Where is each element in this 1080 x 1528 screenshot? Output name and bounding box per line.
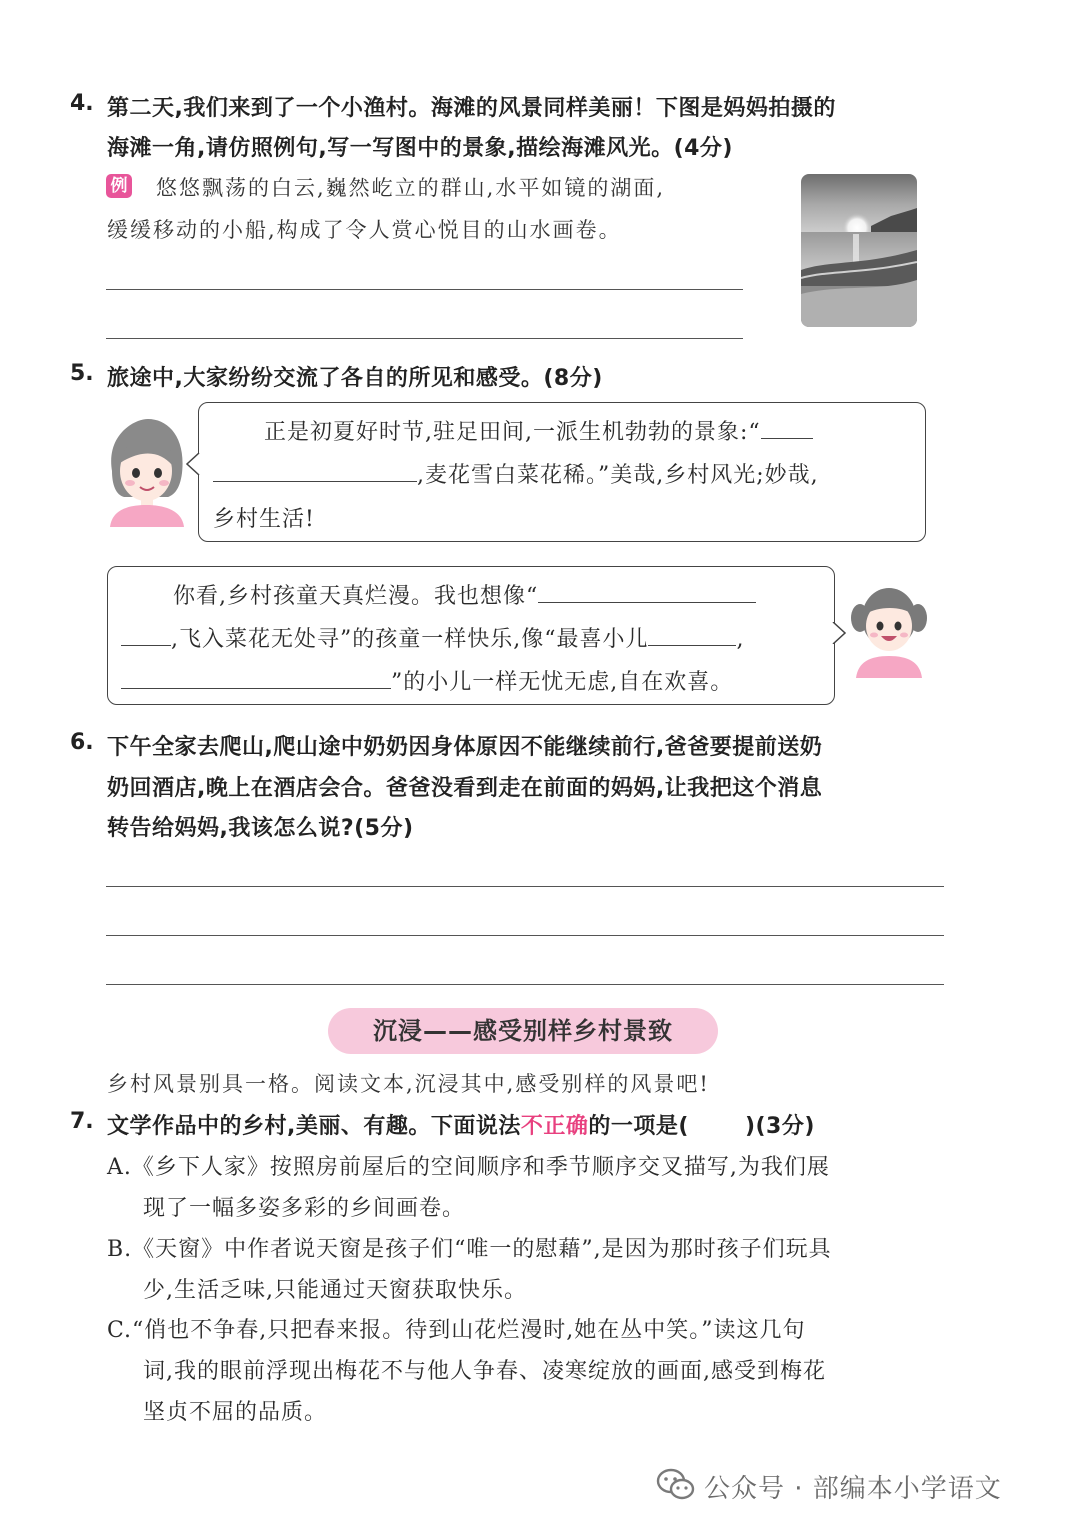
example-line2: 缓缓移动的小船,构成了令人赏心悦目的山水画卷。 bbox=[107, 218, 622, 242]
bubble2-text1: 你看,乡村孩童天真烂漫。我也想像“ bbox=[173, 584, 539, 609]
q7-option-a-line1: A.《乡下人家》按照房前屋后的空间顺序和季节顺序交叉描写,为我们展 bbox=[107, 1155, 830, 1180]
answer-line[interactable] bbox=[106, 338, 743, 339]
q6-prompt-line3: 转告给妈妈,我该怎么说?(5分) bbox=[107, 816, 414, 841]
q7-stem bbox=[107, 1109, 815, 1140]
bubble2-line1 bbox=[173, 579, 756, 610]
q7-stem-part1: 文学作品中的乡村,美丽、有趣。下面说法 bbox=[107, 1114, 521, 1139]
bubble-pointer bbox=[186, 453, 200, 475]
fill-blank[interactable] bbox=[121, 670, 391, 689]
example-line1: 悠悠飘荡的白云,巍然屹立的群山,水平如镜的湖面, bbox=[156, 176, 666, 200]
example-tag: 例 bbox=[106, 174, 132, 198]
q4-number: 4. bbox=[70, 91, 94, 116]
q7-emphasis: 不正确 bbox=[520, 1114, 589, 1139]
answer-line[interactable] bbox=[106, 289, 743, 290]
q5-prompt: 旅途中,大家纷纷交流了各自的所见和感受。(8分) bbox=[107, 366, 603, 391]
mother-avatar bbox=[104, 415, 188, 527]
bubble1-line3: 乡村生活! bbox=[213, 507, 315, 532]
bubble2-text3: ”的小儿一样无忧无虑,自在欢喜。 bbox=[391, 670, 734, 695]
bubble-pointer bbox=[832, 622, 846, 644]
wechat-icon bbox=[656, 1467, 696, 1503]
q7-option-c-line1: C.“俏也不争春,只把春来报。待到山花烂漫时,她在丛中笑。”读这几句 bbox=[107, 1318, 806, 1343]
fill-blank[interactable] bbox=[538, 584, 756, 603]
q7-stem-part2: 的一项是( bbox=[588, 1114, 689, 1139]
bubble1-line1 bbox=[264, 415, 813, 446]
fill-blank[interactable] bbox=[213, 463, 417, 482]
q7-stem-part3: )(3分) bbox=[744, 1114, 815, 1139]
q4-prompt-line2: 海滩一角,请仿照例句,写一写图中的景象,描绘海滩风光。(4分) bbox=[107, 136, 733, 161]
q7-option-a-line2: 现了一幅多姿多彩的乡间画卷。 bbox=[143, 1196, 466, 1221]
q6-number: 6. bbox=[70, 730, 94, 755]
section-banner: 沉浸——感受别样乡村景致 bbox=[328, 1008, 718, 1054]
bubble2-text2b: , bbox=[736, 627, 745, 652]
bubble2-line2 bbox=[121, 622, 744, 653]
q7-number: 7. bbox=[70, 1109, 94, 1134]
beach-photo-graphic bbox=[801, 174, 917, 327]
q6-prompt-line2: 奶回酒店,晚上在酒店会合。爸爸没看到走在前面的妈妈,让我把这个消息 bbox=[107, 776, 823, 801]
child-avatar-graphic bbox=[850, 578, 928, 678]
bubble1-line2 bbox=[213, 458, 819, 489]
child-avatar bbox=[850, 578, 928, 678]
q7-option-c-line3: 坚贞不屈的品质。 bbox=[143, 1400, 328, 1425]
watermark-text: 公众号 · 部编本小学语文 bbox=[704, 1474, 1002, 1504]
q7-option-b-line1: B.《天窗》中作者说天窗是孩子们“唯一的慰藉”,是因为那时孩子们玩具 bbox=[107, 1237, 832, 1262]
fill-blank[interactable] bbox=[761, 420, 813, 439]
answer-line[interactable] bbox=[106, 886, 944, 887]
q5-number: 5. bbox=[70, 361, 94, 386]
beach-photo bbox=[801, 174, 917, 327]
bubble2-line3 bbox=[121, 665, 733, 696]
mother-avatar-graphic bbox=[104, 415, 188, 527]
bubble1-text2: ,麦花雪白菜花稀。”美哉,乡村风光;妙哉, bbox=[417, 463, 819, 488]
fill-blank[interactable] bbox=[121, 627, 171, 646]
q7-option-c-line2: 词,我的眼前浮现出梅花不与他人争春、凌寒绽放的画面,感受到梅花 bbox=[143, 1359, 826, 1384]
q7-option-b-line2: 少,生活乏味,只能通过天窗获取快乐。 bbox=[143, 1278, 527, 1303]
bubble1-text1: 正是初夏好时节,驻足田间,一派生机勃勃的景象:“ bbox=[264, 420, 761, 445]
fill-blank[interactable] bbox=[648, 627, 736, 646]
answer-line[interactable] bbox=[106, 935, 944, 936]
answer-line[interactable] bbox=[106, 984, 944, 985]
q6-prompt-line1: 下午全家去爬山,爬山途中奶奶因身体原因不能继续前行,爸爸要提前送奶 bbox=[107, 735, 823, 760]
q4-prompt-line1: 第二天,我们来到了一个小渔村。海滩的风景同样美丽！下图是妈妈拍摄的 bbox=[107, 96, 836, 121]
section-intro: 乡村风景别具一格。阅读文本,沉浸其中,感受别样的风景吧! bbox=[107, 1072, 710, 1096]
bubble2-text2a: ,飞入菜花无处寻”的孩童一样快乐,像“最喜小儿 bbox=[171, 627, 649, 652]
